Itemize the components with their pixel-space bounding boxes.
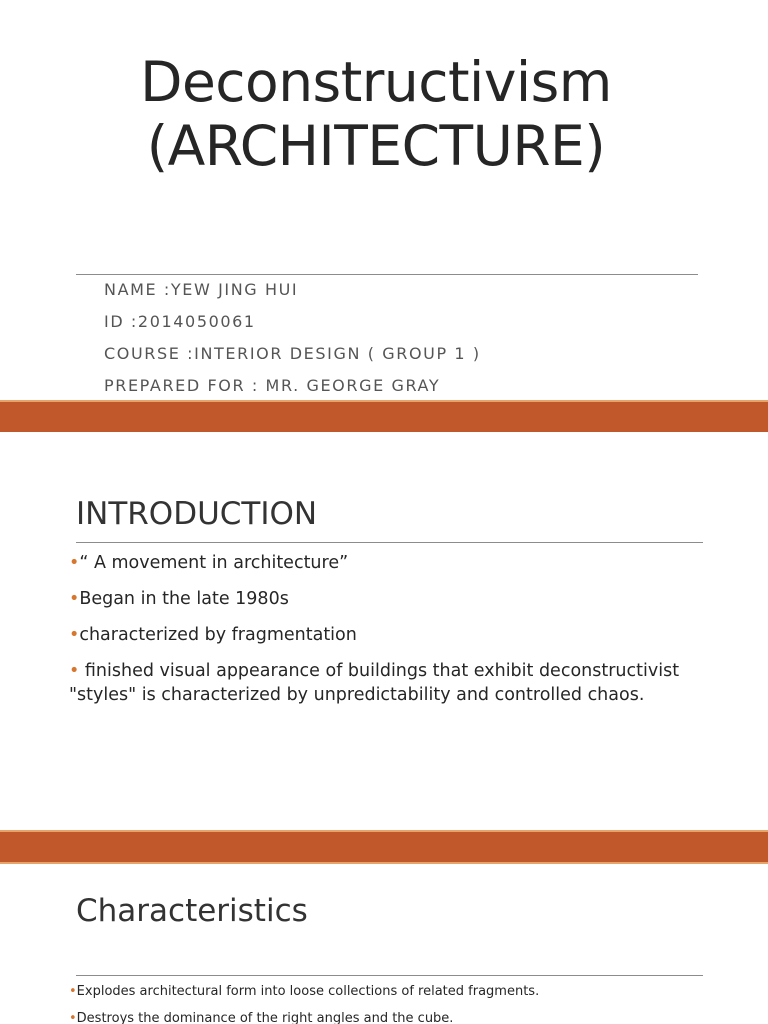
separator-highlight: [0, 400, 768, 402]
bullet-text: characterized by fragmentation: [79, 625, 357, 645]
separator-highlight: [0, 830, 768, 832]
bullet-dot: •: [69, 589, 80, 609]
slide-separator: [0, 400, 768, 432]
bullet-dot: •: [69, 984, 77, 999]
bullet-item: [69, 623, 739, 647]
title-line-1: Deconstructivism: [140, 50, 612, 114]
title-slide: [0, 0, 768, 400]
subtitle-list: [104, 278, 481, 400]
introduction-heading: INTRODUCTION: [76, 496, 318, 532]
subtitle-prepared-for: PREPARED FOR : MR. GEORGE GRAY: [104, 376, 441, 395]
subtitle-name: NAME :YEW JING HUI: [104, 280, 299, 299]
characteristics-bullets: [69, 983, 739, 1024]
characteristics-slide: [0, 864, 768, 1024]
bullet-text: “ A movement in architecture”: [79, 553, 349, 573]
bullet-dot: •: [69, 553, 80, 573]
subtitle-course: COURSE :INTERIOR DESIGN ( GROUP 1 ): [104, 344, 481, 363]
bullet-dot: •: [69, 625, 80, 645]
bullet-dot: •: [69, 1011, 77, 1024]
characteristics-heading: Characteristics: [76, 893, 308, 929]
bullet-item: [69, 587, 739, 611]
title-line-2: (ARCHITECTURE): [146, 114, 606, 178]
bullet-item: [69, 551, 739, 575]
heading-divider: [76, 975, 703, 976]
bullet-text: Began in the late 1980s: [79, 589, 289, 609]
introduction-slide: [0, 432, 768, 830]
heading-divider: [76, 542, 703, 543]
bullet-item: [69, 1010, 739, 1024]
bullet-item: [69, 659, 739, 707]
slide-separator: [0, 830, 768, 864]
introduction-bullets: [69, 551, 739, 719]
bullet-text: finished visual appearance of buildings that exhibit deconstructivist "styles" is characterized by unpredictability and controlled chaos.: [69, 661, 680, 705]
bullet-text: Destroys the dominance of the right angles and the cube.: [76, 1011, 454, 1024]
bullet-text: Explodes architectural form into loose collections of related fragments.: [76, 984, 540, 999]
subtitle-id: ID :2014050061: [104, 312, 256, 331]
bullet-dot: •: [69, 661, 80, 681]
bullet-item: [69, 983, 739, 1001]
slide-title: [96, 50, 656, 178]
title-divider: [76, 274, 698, 275]
